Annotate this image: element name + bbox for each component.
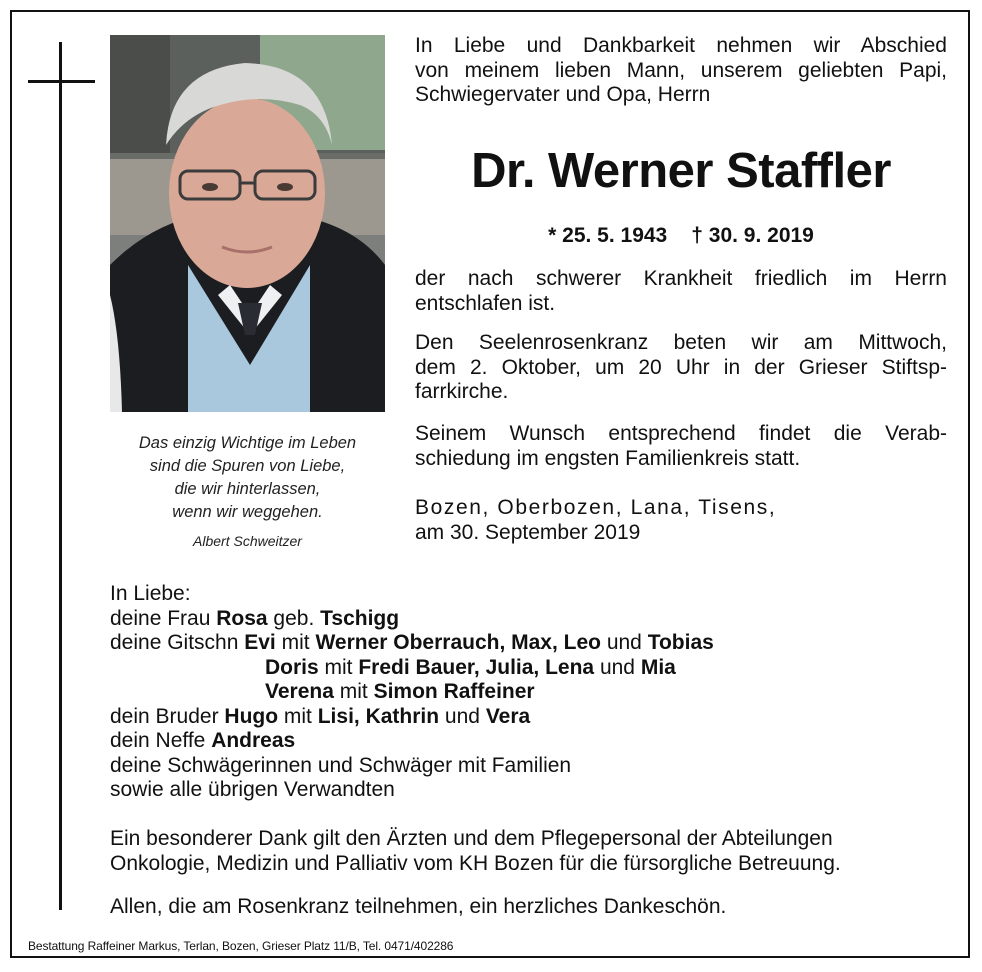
portrait-photo <box>110 35 385 412</box>
passing-text <box>415 267 947 316</box>
text-line: Den Seelenrosenkranz beten wir am Mittwoch, <box>415 331 947 354</box>
intro-line: In Liebe und Dankbarkeit nehmen wir Abschied <box>415 34 947 57</box>
family-row-children: Verena mit Simon Raffeiner <box>265 680 535 703</box>
family-row-children: deine Gitschn Evi mit Werner Oberrauch, Max, Leo und Tobias <box>110 631 714 654</box>
birth-date: * 25. 5. 1943 <box>548 224 668 247</box>
thanks-text <box>110 827 948 876</box>
farewell-text <box>415 422 947 471</box>
family-row-brother: dein Bruder Hugo mit Lisi, Kathrin und Vera <box>110 704 531 728</box>
text-line: dem 2. Oktober, um 20 Uhr in der Grieser Stiftsp- <box>415 355 947 379</box>
intro-line: Schwiegervater und Opa, Herrn <box>415 83 711 106</box>
place-and-date <box>415 496 947 545</box>
text-line: Seinem Wunsch entsprechend findet die Verab- <box>415 422 947 445</box>
quote-line: sind die Spuren von Liebe, <box>149 457 346 475</box>
family-heading: In Liebe: <box>110 582 191 605</box>
text-line: der nach schwerer Krankheit friedlich im Herrn <box>415 267 947 290</box>
life-dates <box>415 224 947 248</box>
rosary-text <box>415 331 947 405</box>
date-line: am 30. September 2019 <box>415 520 641 544</box>
quote-line: Das einzig Wichtige im Leben <box>138 434 357 452</box>
thanks-line: Onkologie, Medizin und Palliativ vom KH Bozen für die fürsorgliche Betreuung. <box>110 851 841 875</box>
family-row-wife: deine Frau Rosa geb. Tschigg <box>110 606 400 630</box>
cross-horizontal-bar <box>28 80 95 83</box>
intro-line: von meinem lieben Mann, unserem geliebten Papi, <box>415 58 947 82</box>
text-line: schiedung im engsten Familienkreis statt. <box>415 446 801 470</box>
quote-line: wenn wir weggehen. <box>172 503 323 521</box>
funeral-home-footer: Bestattung Raffeiner Markus, Terlan, Bozen, Grieser Platz 11/B, Tel. 0471/402286 <box>28 939 454 953</box>
family-list <box>110 582 714 803</box>
thanks-line: Ein besonderer Dank gilt den Ärzten und dem Pflegepersonal der Abteilungen <box>110 827 833 850</box>
quote-line: die wir hinterlassen, <box>174 480 321 498</box>
family-row-nephew: dein Neffe Andreas <box>110 729 296 752</box>
family-row-relatives: sowie alle übrigen Verwandten <box>110 778 395 801</box>
deceased-name: Dr. Werner Staffler <box>471 144 891 198</box>
intro-text <box>415 34 947 108</box>
text-line: entschlafen ist. <box>415 291 556 315</box>
closing-text: Allen, die am Rosenkranz teilnehmen, ein herzliches Dankeschön. <box>110 895 727 918</box>
family-row-children: Doris mit Fredi Bauer, Julia, Lena und Mia <box>265 655 676 679</box>
memorial-quote <box>110 432 385 553</box>
quote-author: Albert Schweitzer <box>193 533 302 549</box>
cross-vertical-bar <box>59 42 62 910</box>
family-row-inlaws: deine Schwägerinnen und Schwäger mit Familien <box>110 753 572 777</box>
places-line: Bozen, Oberbozen, Lana, Tisens, <box>415 496 777 519</box>
text-line: farrkirche. <box>415 380 509 403</box>
death-date: † 30. 9. 2019 <box>691 224 814 247</box>
